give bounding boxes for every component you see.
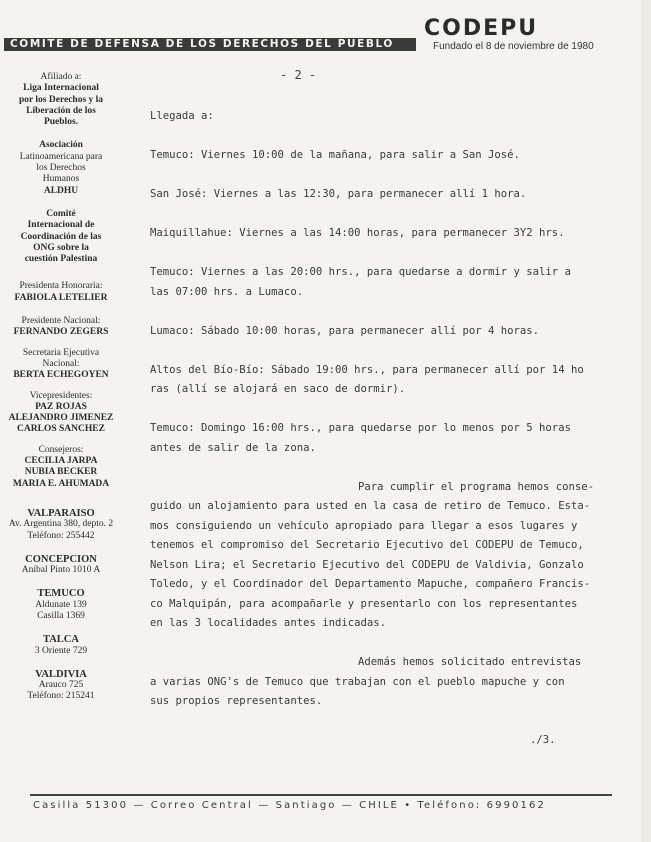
paragraph-line: co Malquipán, para acompañarle y presentarlo con los representantes: [150, 597, 578, 610]
aldhu-line: Latinoamericana para: [19, 151, 103, 162]
honorary-president-title: Presidenta Honoraria:: [19, 281, 103, 292]
advisors-block: [2, 445, 120, 490]
affiliation-block: [2, 72, 120, 128]
affiliation-label: Afiliado a:: [40, 72, 82, 82]
itinerary-line: Temuco: Viernes 10:00 de la mañana, para salir a San José.: [150, 149, 520, 161]
itinerary-line: Lumaco: Sábado 10:00 horas, para permanecer allí por 4 horas.: [150, 324, 540, 337]
itinerary-item: [150, 224, 590, 244]
itinerary-line: las 07:00 hrs. a Lumaco.: [150, 285, 304, 298]
letter-body: [150, 107, 594, 751]
itinerary-item: [150, 146, 590, 166]
office-address: Aldunate 139: [35, 599, 87, 610]
aldhu-block: [2, 140, 120, 196]
office-concepcion: [2, 554, 120, 577]
advisor-name: NUBIA BECKER: [24, 467, 98, 478]
organization-banner: COMITE DE DEFENSA DE LOS DERECHOS DEL PUEBLO: [4, 38, 416, 51]
executive-secretary-name: BERTA ECHEGOYEN: [13, 370, 109, 381]
page-number: - 2 -: [280, 68, 317, 82]
office-city: VALDIVIA: [35, 668, 87, 680]
footer-divider: [30, 794, 612, 796]
itinerary-item: [150, 361, 590, 400]
itinerary-line: Maiquillahue: Viernes a las 14:00 horas, para permanecer 3Y2 hrs.: [150, 227, 565, 239]
itinerary-line: Temuco: Domingo 16:00 hrs., para quedarse por lo menos por 5 horas: [150, 422, 571, 434]
committee-line: Internacional de: [27, 220, 95, 231]
office-address: Arauco 725: [38, 680, 84, 691]
office-city: CONCEPCION: [25, 553, 97, 565]
office-city: VALPARAISO: [27, 507, 95, 519]
committee-line: cuestión Palestina: [24, 254, 98, 265]
affiliation-line: Liga Internacional: [23, 83, 99, 94]
page-edge: [641, 0, 651, 842]
paragraph-line: guido un alojamiento para usted en la casa de retiro de Temuco. Esta-: [150, 500, 591, 512]
national-president-name: FERNANDO ZEGERS: [13, 327, 109, 338]
committee-block: [2, 209, 120, 265]
committee-line: ONG sobre la: [33, 242, 89, 253]
letterhead-sidebar: [2, 72, 120, 715]
paragraph-line: Para cumplir el programa hemos conse-: [358, 480, 594, 493]
office-address: Av. Argentina 380, depto. 2: [8, 519, 114, 530]
national-president-title: Presidente Nacional:: [21, 316, 101, 327]
executive-secretary-block: [2, 348, 120, 382]
paragraph-arrangements: [150, 478, 594, 634]
office-address: 3 Oriente 729: [34, 645, 88, 656]
paragraph-line: tenemos el compromiso del Secretario Ejecutivo del CODEPU de Temuco,: [150, 539, 584, 551]
itinerary-line: ras (allí se alojará en saco de dormir).: [150, 383, 406, 395]
advisor-name: CECILIA JARPA: [24, 456, 98, 467]
itinerary-line: Temuco: Viernes a las 20:00 hrs., para quedarse a dormir y salir a: [150, 266, 571, 278]
itinerary-line: Altos del Bío-Bío: Sábado 19:00 hrs., para permanecer allí por 14 ho: [150, 363, 584, 376]
codepu-logo: CODEPU: [424, 16, 539, 41]
paragraph-line: Además hemos solicitado entrevistas: [358, 656, 582, 668]
honorary-president-block: [2, 281, 120, 304]
vice-president-name: ALEJANDRO JIMENEZ: [8, 413, 114, 424]
itinerary-line: San José: Viernes a las 12:30, para permanecer allí 1 hora.: [150, 188, 527, 200]
paragraph-interviews: [150, 653, 590, 712]
office-valdivia: [2, 669, 120, 703]
aldhu-line: Humanos: [42, 174, 80, 185]
aldhu-line: Asociación: [39, 140, 83, 151]
itinerary-item: [150, 263, 590, 302]
office-phone: Teléfono: 215241: [27, 691, 95, 702]
office-temuco: [2, 588, 120, 622]
continuation-marker: ./3.: [530, 734, 556, 746]
vice-president-name: PAZ ROJAS: [35, 401, 87, 412]
office-talca: [2, 634, 120, 657]
affiliation-line: por los Derechos y la: [18, 94, 104, 105]
aldhu-line: los Derechos: [36, 163, 86, 174]
honorary-president-name: FABIOLA LETELIER: [14, 292, 108, 303]
executive-secretary-title: Secretaria Ejecutiva: [22, 347, 100, 358]
itinerary-item: [150, 185, 590, 205]
paragraph-line: Toledo, y el Coordinador del Departamento Mapuche, compañero Francis-: [150, 578, 591, 590]
advisors-title: Consejeros:: [38, 444, 84, 455]
office-phone: Teléfono: 255442: [27, 530, 95, 541]
itinerary-item: [150, 322, 590, 342]
office-city: TEMUCO: [37, 588, 85, 600]
advisor-name: MARIA E. AHUMADA: [12, 478, 110, 489]
committee-line: Coordinación de las: [20, 231, 102, 242]
national-president-block: [2, 316, 120, 339]
paragraph-line: sus propios representantes.: [150, 695, 323, 707]
committee-line: Comité: [46, 208, 76, 219]
office-po-box: Casilla 1369: [37, 610, 85, 621]
paragraph-line: Nelson Lira; el Secretario Ejecutivo del CODEPU de Valdivia, Gonzalo: [150, 558, 584, 571]
arrival-heading: Llegada a:: [150, 110, 214, 122]
office-city: TALCA: [43, 634, 79, 646]
office-address: Aníbal Pinto 1010 A: [21, 565, 101, 576]
footer-contact: Casilla 51300 — Correo Central — Santiago — CHILE • Teléfono: 6990162: [33, 800, 546, 811]
aldhu-line: ALDHU: [43, 185, 79, 196]
executive-secretary-title: Nacional:: [42, 358, 80, 369]
vice-presidents-block: [2, 391, 120, 436]
vice-president-name: CARLOS SANCHEZ: [17, 424, 105, 435]
affiliation-line: Liberación de los: [26, 105, 96, 116]
affiliation-line: Pueblos.: [43, 117, 79, 128]
paragraph-line: en las 3 localidades antes indicadas.: [150, 617, 386, 629]
founded-date: Fundado el 8 de noviembre de 1980: [433, 41, 594, 52]
itinerary-item: [150, 419, 590, 458]
paragraph-line: a varias ONG's de Temuco que trabajan con el pueblo mapuche y con: [150, 675, 565, 688]
vice-presidents-title: Vicepresidentes:: [29, 390, 93, 401]
itinerary-line: antes de salir de la zona.: [150, 441, 316, 454]
office-valparaiso: [2, 508, 120, 542]
paragraph-line: mos consiguiendo un vehículo apropiado para llegar a esos lugares y: [150, 519, 578, 532]
